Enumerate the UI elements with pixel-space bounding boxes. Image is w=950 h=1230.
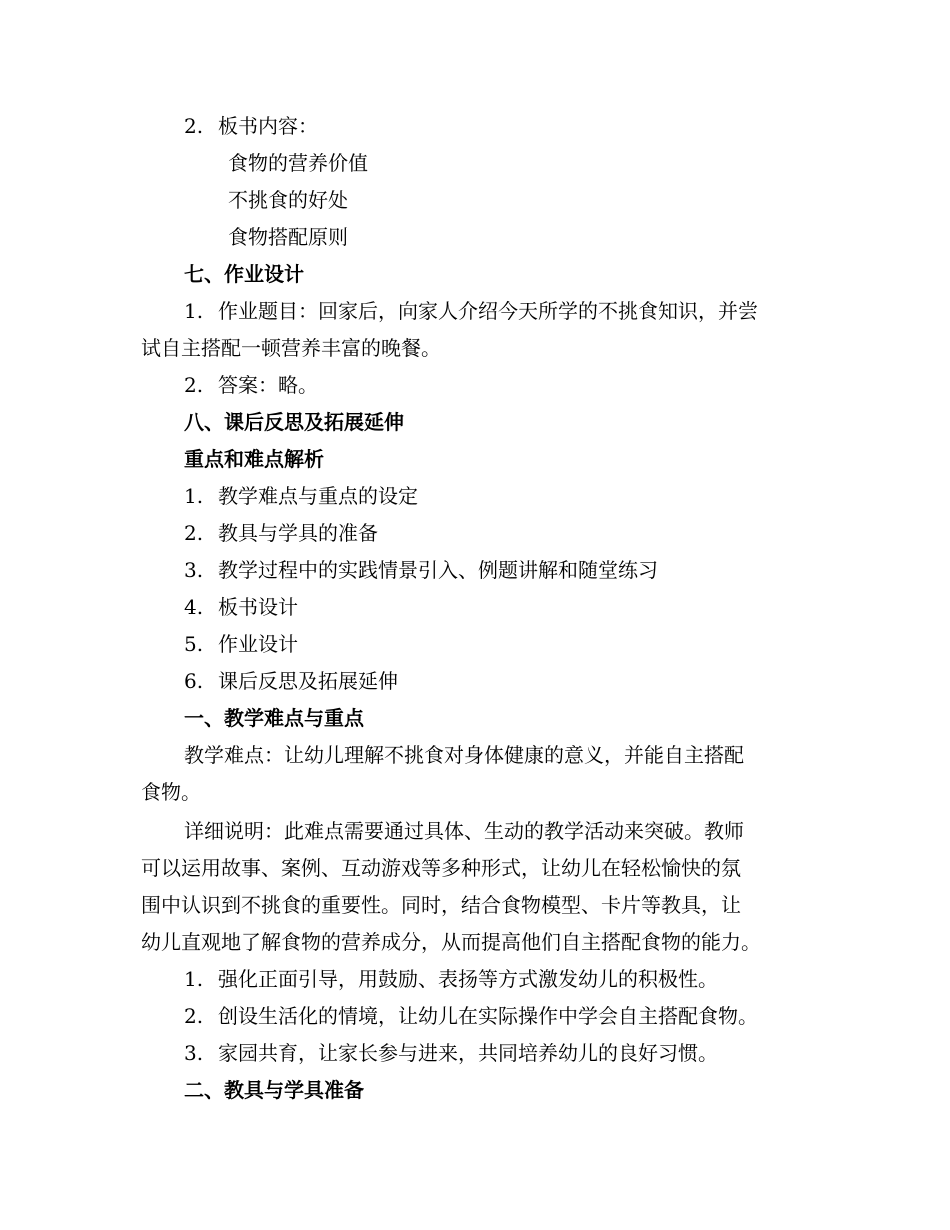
board-content-item xyxy=(184,112,318,140)
homework-item-1 xyxy=(184,297,758,325)
list-number: 5. xyxy=(184,632,204,656)
heading-homework: 七、作业设计 xyxy=(184,262,304,286)
detail-paragraph: 详细说明：此难点需要通过具体、生动的教学活动来突破。教师 xyxy=(184,819,744,843)
key-list-text: 作业设计 xyxy=(218,632,298,656)
key-list-item xyxy=(184,593,298,621)
list-number: 1. xyxy=(184,299,204,323)
key-list-text: 教学难点与重点的设定 xyxy=(218,484,418,508)
heading-reflection: 八、课后反思及拓展延伸 xyxy=(184,410,404,434)
list-number: 1. xyxy=(184,484,204,508)
list-number: 4. xyxy=(184,595,204,619)
list-number: 6. xyxy=(184,669,204,693)
key-list-text: 板书设计 xyxy=(218,595,298,619)
key-list-item xyxy=(184,630,298,658)
homework-text-2: 答案：略。 xyxy=(218,373,318,397)
homework-text-1: 作业题目：回家后，向家人介绍今天所学的不挑食知识，并尝 xyxy=(218,299,758,323)
key-list-item xyxy=(184,519,378,547)
key-list-text: 课后反思及拓展延伸 xyxy=(218,669,398,693)
key-list-item xyxy=(184,667,398,695)
measure-item xyxy=(184,1039,718,1067)
list-number: 2. xyxy=(184,1004,204,1028)
difficulty-paragraph-cont: 食物。 xyxy=(141,780,201,804)
measure-text: 家园共育，让家长参与进来，共同培养幼儿的良好习惯。 xyxy=(218,1041,718,1065)
measure-item xyxy=(184,1002,758,1030)
board-line-2: 不挑食的好处 xyxy=(228,188,348,212)
board-line-1: 食物的营养价值 xyxy=(228,151,368,175)
key-list-text: 教具与学具的准备 xyxy=(218,521,378,545)
measure-text: 创设生活化的情境，让幼儿在实际操作中学会自主搭配食物。 xyxy=(218,1004,758,1028)
detail-paragraph-line3: 围中认识到不挑食的重要性。同时，结合食物模型、卡片等教具，让 xyxy=(141,893,741,917)
homework-text-1-cont: 试自主搭配一顿营养丰富的晚餐。 xyxy=(141,336,441,360)
list-number: 2. xyxy=(184,521,204,545)
list-number: 2. xyxy=(184,373,204,397)
measure-text: 强化正面引导，用鼓励、表扬等方式激发幼儿的积极性。 xyxy=(218,967,718,991)
list-number: 3. xyxy=(184,558,204,582)
heading-difficulty: 一、教学难点与重点 xyxy=(184,706,364,730)
heading-materials: 二、教具与学具准备 xyxy=(184,1078,364,1102)
list-number: 1. xyxy=(184,967,204,991)
board-line-3: 食物搭配原则 xyxy=(228,225,348,249)
detail-paragraph-line4: 幼儿直观地了解食物的营养成分，从而提高他们自主搭配食物的能力。 xyxy=(141,930,761,954)
list-number: 2. xyxy=(184,114,204,138)
difficulty-paragraph: 教学难点：让幼儿理解不挑食对身体健康的意义，并能自主搭配 xyxy=(184,743,744,767)
homework-item-2 xyxy=(184,371,318,399)
measure-item xyxy=(184,965,718,993)
key-list-item xyxy=(184,482,418,510)
key-list-item xyxy=(184,556,658,584)
board-content-title: 板书内容： xyxy=(218,114,318,138)
list-number: 3. xyxy=(184,1041,204,1065)
heading-key-points: 重点和难点解析 xyxy=(184,447,324,471)
detail-paragraph-line2: 可以运用故事、案例、互动游戏等多种形式，让幼儿在轻松愉快的氛 xyxy=(141,856,741,880)
key-list-text: 教学过程中的实践情景引入、例题讲解和随堂练习 xyxy=(218,558,658,582)
